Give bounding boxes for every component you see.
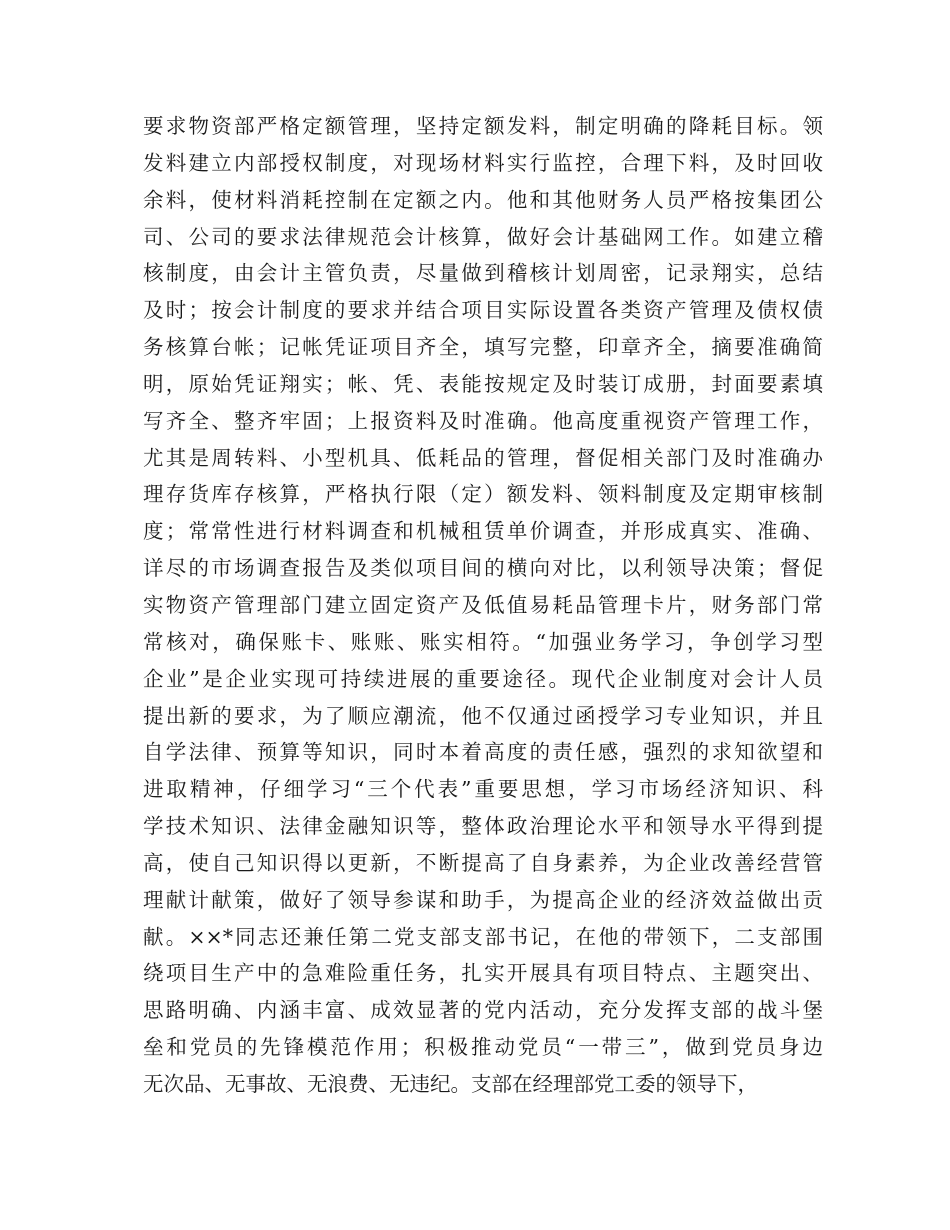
text-line-8: 明，原始凭证翔实；帐、凭、表能按规定及时装订成册，封面要素填 <box>143 371 823 396</box>
text-line-14: 实物资产管理部门建立固定资产及低值易耗品管理卡片，财务部门常 <box>143 592 823 617</box>
text-line-9: 写齐全、整齐牢固；上报资料及时准确。他高度重视资产管理工作， <box>143 408 823 433</box>
text-line-5: 核制度，由会计主管负责，尽量做到稽核计划周密，记录翔实，总结 <box>143 261 823 286</box>
text-line-16: 企业”是企业实现可持续进展的重要途径。现代企业制度对会计人员 <box>143 666 823 691</box>
text-line-13: 详尽的市场调查报告及类似项目间的横向对比，以利领导决策；督促 <box>143 556 823 581</box>
text-line-2: 发料建立内部授权制度，对现场材料实行监控，合理下料，及时回收 <box>143 150 823 175</box>
text-line-23: 献。××*同志还兼任第二党支部支部书记，在他的带领下，二支部围 <box>143 924 823 949</box>
text-line-25: 思路明确、内涵丰富、成效显著的党内活动，充分发挥支部的战斗堡 <box>143 998 823 1023</box>
text-line-26: 垒和党员的先锋模范作用；积极推动党员“一带三”，做到党员身边 <box>143 1035 823 1060</box>
text-line-4: 司、公司的要求法律规范会计核算，做好会计基础网工作。如建立稽 <box>143 224 823 249</box>
text-line-27: 无次品、无事故、无浪费、无违纪。支部在经理部党工委的领导下， <box>143 1071 758 1096</box>
text-line-1: 要求物资部严格定额管理，坚持定额发料，制定明确的降耗目标。领 <box>143 114 823 138</box>
text-line-18: 自学法律、预算等知识，同时本着高度的责任感，强烈的求知欲望和 <box>143 740 823 765</box>
text-line-7: 务核算台帐；记帐凭证项目齐全，填写完整，印章齐全，摘要准确简 <box>143 335 823 360</box>
text-line-12: 度；常常性进行材料调查和机械租赁单价调查，并形成真实、准确、 <box>143 519 823 544</box>
text-line-20: 学技术知识、法律金融知识等，整体政治理论水平和领导水平得到提 <box>143 814 823 839</box>
text-line-15: 常核对，确保账卡、账账、账实相符。“加强业务学习，争创学习型 <box>143 629 823 654</box>
text-line-21: 高，使自己知识得以更新，不断提高了自身素养，为企业改善经营管 <box>143 850 823 875</box>
text-line-11: 理存货库存核算，严格执行限（定）额发料、领料制度及定期审核制 <box>143 482 823 507</box>
text-line-19: 进取精神，仔细学习“三个代表”重要思想，学习市场经济知识、科 <box>143 777 823 802</box>
text-line-10: 尤其是周转料、小型机具、低耗品的管理，督促相关部门及时准确办 <box>143 445 823 470</box>
text-line-17: 提出新的要求，为了顺应潮流，他不仅通过函授学习专业知识，并且 <box>143 703 823 728</box>
text-line-22: 理献计献策，做好了领导参谋和助手，为提高企业的经济效益做出贡 <box>143 887 823 912</box>
text-line-6: 及时；按会计制度的要求并结合项目实际设置各类资产管理及债权债 <box>143 298 823 323</box>
body-paragraph <box>143 108 823 1103</box>
text-line-24: 绕项目生产中的急难险重任务，扎实开展具有项目特点、主题突出、 <box>143 961 823 986</box>
text-line-3: 余料，使材料消耗控制在定额之内。他和其他财务人员严格按集团公 <box>143 187 823 212</box>
